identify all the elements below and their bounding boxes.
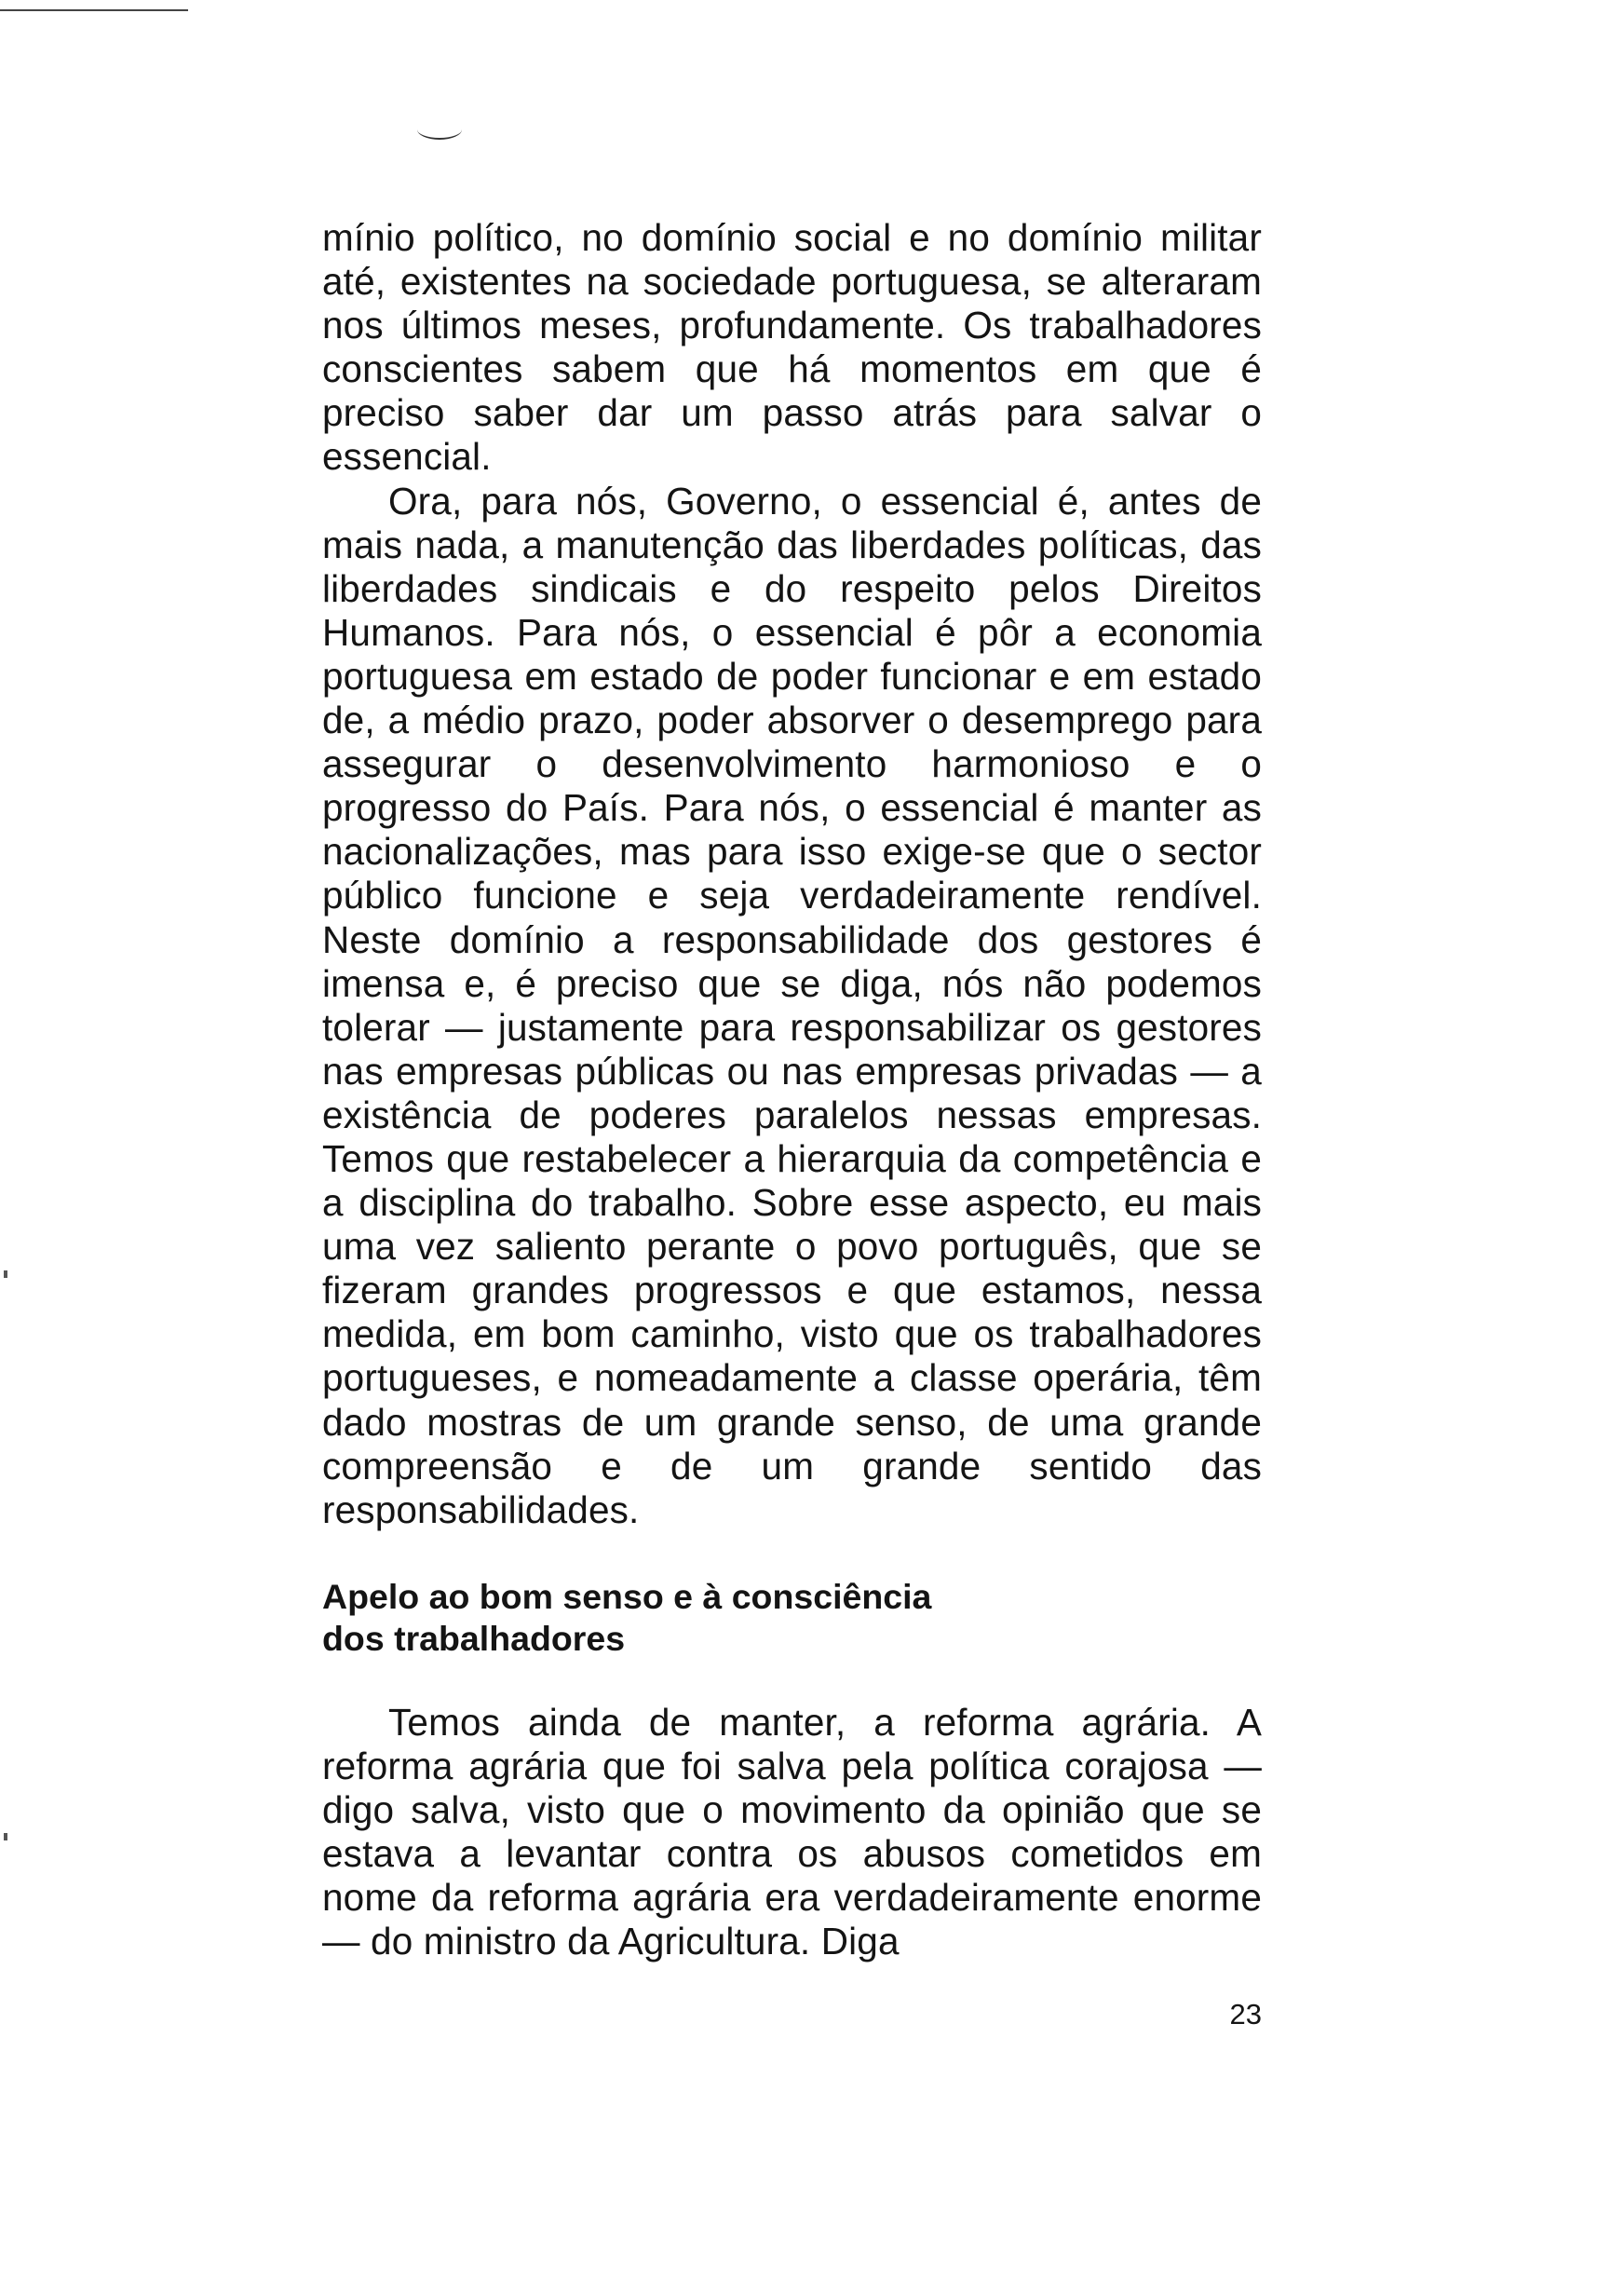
section-heading xyxy=(322,1576,1262,1660)
scan-artifact-mark xyxy=(417,119,462,140)
scan-edge-dot xyxy=(4,1270,7,1278)
body-text-upper xyxy=(322,216,1262,1532)
paragraph-reforma-agraria: Temos ainda de manter, a reforma agrária. A reforma agrária que foi salva pela política corajosa — digo salva, visto que o movimento da opinião que se estava a levantar contra os abusos cometidos em nome da reforma agrária era verdadeiramente enorme — do ministro da Agricultura. Diga xyxy=(322,1701,1262,1963)
scan-edge-dot xyxy=(4,1833,7,1840)
body-text-lower xyxy=(322,1701,1262,1964)
section-heading-line-2: dos trabalhadores xyxy=(322,1619,626,1658)
paragraph-essencial: Ora, para nós, Governo, o essencial é, antes de mais nada, a manutenção das liberdades políticas, das liberdades sindicais e do respeito pelos Direitos Humanos. Para nós, o essencial é pôr a economia portuguesa em estado de poder funcionar e em estado de, a médio prazo, poder absorver o desemprego para assegurar o desenvolvimento harmonioso e o progresso do País. Para nós, o essencial é manter as nacionalizações, mas para isso exige-se que o sector público funcione e seja verdadeiramente rendível. Neste domínio a responsabilidade dos gestores é imensa e, é preciso que se diga, nós não podemos tolerar — justamente para responsabilizar os gestores nas empresas públicas ou nas empresas privadas — a existência de poderes paralelos nessas empresas. Temos que restabelecer a hierarquia da competência e a disciplina do trabalho. Sobre esse aspecto, eu mais uma vez saliento perante o povo português, que se fizeram grandes progressos e que estamos, nessa medida, em bom caminho, visto que os trabalhadores portugueses, e nomeadamente a classe operária, têm dado mostras de um grande senso, de uma grande compreensão e de um grande sentido das responsabilidades. xyxy=(322,479,1262,1531)
page-number: 23 xyxy=(1229,1998,1262,2030)
continuation-paragraph: mínio político, no domínio social e no domínio militar até, existentes na sociedade portuguesa, se alteraram nos últimos meses, profundamente. Os trabalhadores conscientes sabem que há momentos em que é preciso saber dar um passo atrás para salvar o essencial. xyxy=(322,216,1262,479)
section-heading-line-1: Apelo ao bom senso e à consciência xyxy=(322,1577,932,1616)
top-edge-rule xyxy=(0,9,188,11)
